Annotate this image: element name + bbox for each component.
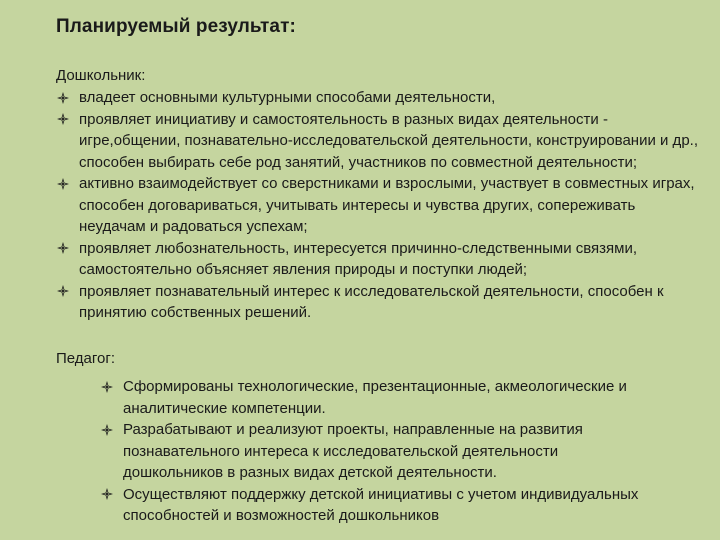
diamond-bullet-icon: [56, 87, 70, 108]
preschooler-result-item-text: проявляет познавательный интерес к исследовательской деятельности, способен к принятию собственных решений.: [79, 282, 664, 321]
teacher-result-item: [100, 376, 660, 419]
preschooler-result-item: [56, 109, 706, 174]
preschooler-result-item-text: активно взаимодействует со сверстниками и взрослыми, участвует в совместных играх, способен договариваться, учитывать интересы и чувства других, сопереживать неудачам и радоваться успехам;: [79, 175, 695, 235]
diamond-bullet-icon: [100, 484, 114, 505]
preschooler-result-item: [56, 87, 706, 109]
slide-title: Планируемый результат:: [56, 16, 296, 37]
diamond-bullet-icon: [100, 419, 114, 440]
teacher-result-item-text: Осуществляют поддержку детской инициативы с учетом индивидуальных способностей и возможностей дошкольников: [123, 485, 639, 524]
preschooler-result-item: [56, 173, 706, 238]
diamond-bullet-icon: [56, 109, 70, 130]
diamond-bullet-icon: [56, 173, 70, 194]
preschooler-result-item: [56, 281, 706, 324]
teacher-results-list: [100, 376, 660, 527]
preschooler-result-item-text: проявляет инициативу и самостоятельность в разных видах деятельности - игре,общении, познавательно-исследовательской деятельности, конструировании и др., способен выбирать себе род занятий, участников по совместной деятельности;: [79, 110, 698, 171]
teacher-result-item-text: Разрабатывают и реализуют проекты, направленные на развития познавательного интереса к исследовательской деятельности дошкольников в разных видах детской деятельности.: [123, 421, 583, 481]
teacher-result-item: [100, 484, 660, 527]
preschooler-result-item-text: владеет основными культурными способами деятельности,: [79, 89, 496, 106]
teacher-result-item: [100, 419, 660, 484]
diamond-bullet-icon: [56, 281, 70, 302]
teacher-result-item-text: Сформированы технологические, презентационные, акмеологические и аналитические компетенции.: [123, 378, 627, 417]
preschooler-results-list: [56, 87, 706, 324]
diamond-bullet-icon: [56, 238, 70, 259]
teacher-label: Педагог:: [56, 350, 116, 367]
preschooler-result-item: [56, 238, 706, 281]
diamond-bullet-icon: [100, 376, 114, 397]
preschooler-result-item-text: проявляет любознательность, интересуется причинно-следственными связями, самостоятельно объясняет явления природы и поступки людей;: [79, 239, 638, 278]
preschooler-label: Дошкольник:: [56, 67, 146, 84]
